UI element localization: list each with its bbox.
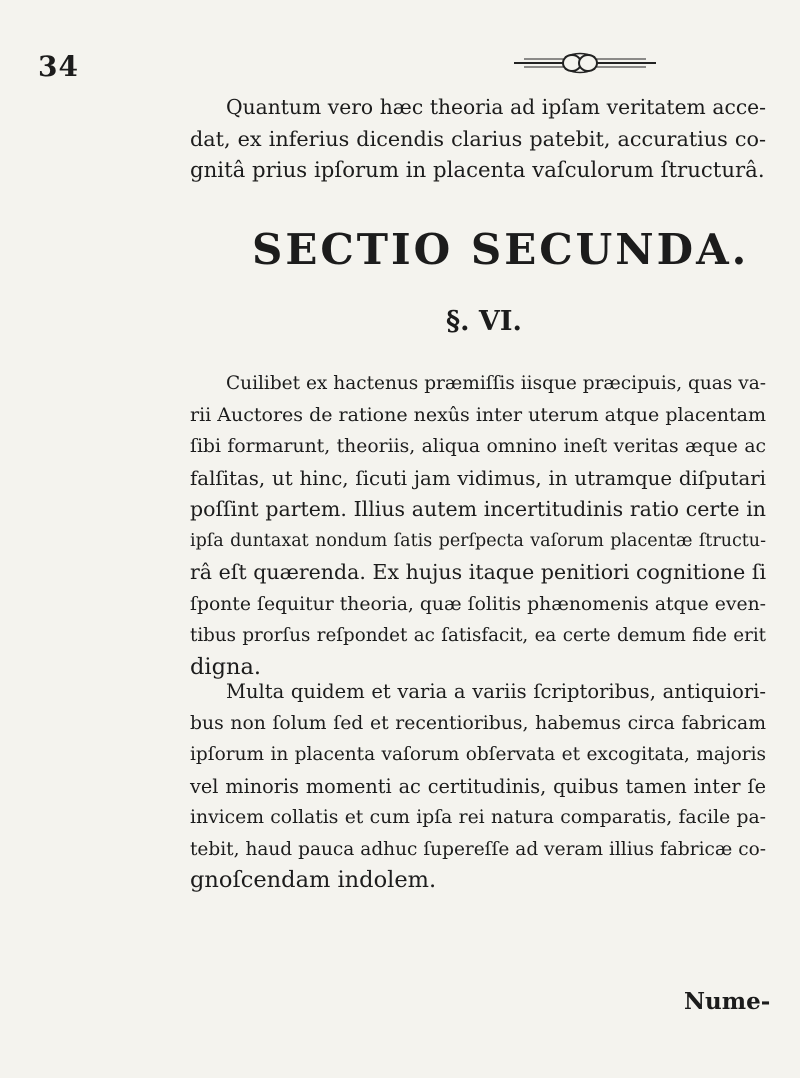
text-line: digna. <box>190 653 262 680</box>
intro-paragraph <box>190 92 766 187</box>
text-line: ſponte ſequitur theoria, quæ ſolitis phænomenis atque even- <box>190 593 766 615</box>
text-line: ſibi formarunt, theoriis, aliqua omnino ineſt veritas æque ac <box>190 436 766 457</box>
text-line: gnoſcendam indolem. <box>190 867 437 893</box>
page-number: 34 <box>38 50 79 83</box>
text-line: poſſint partem. Illius autem incertitudinis ratio certe in <box>190 497 766 521</box>
text-line: gnitâ prius ipſorum in placenta vaſculorum ſtructurâ. <box>190 158 765 183</box>
text-line: falſitas, ut hinc, ſicuti jam vidimus, in utramque diſputari <box>190 466 766 490</box>
text-line: invicem collatis et cum ipſa rei natura comparatis, facile pa- <box>190 807 766 828</box>
catchword: Nume- <box>684 988 771 1015</box>
paragraph-number: §. VI. <box>446 306 522 337</box>
text-line: tebit, haud pauca adhuc ſupereſſe ad veram illius fabricæ co- <box>190 838 766 860</box>
paragraph-1 <box>190 368 766 683</box>
text-line: Multa quidem et varia a variis ſcriptoribus, antiquiori- <box>226 680 766 703</box>
section-heading: SECTIO SECUNDA. <box>252 225 750 274</box>
text-line: tibus prorſus reſpondet ac ſatisfacit, ea certe demum fide erit <box>190 625 766 646</box>
ornament-icon <box>510 52 660 74</box>
text-line: râ eſt quærenda. Ex hujus itaque penitiori cognitione ſi <box>190 560 766 584</box>
text-line: bus non ſolum ſed et recentioribus, habemus circa fabricam <box>190 712 766 734</box>
paragraph-2 <box>190 676 766 897</box>
text-line: Quantum vero hæc theoria ad ipſam veritatem acce- <box>226 95 766 119</box>
text-line: Cuilibet ex hactenus præmiſſis iisque præcipuis, quas va- <box>226 373 766 394</box>
text-line: ipſa duntaxat nondum ſatis perſpecta vaſorum placentæ ſtructu- <box>190 530 766 551</box>
text-line: ipſorum in placenta vaſorum obſervata et excogitata, majoris <box>190 744 766 765</box>
text-line: dat, ex inferius dicendis clarius patebit, accuratius co- <box>190 126 766 151</box>
text-line: rii Auctores de ratione nexûs inter uterum atque placentam <box>190 403 766 426</box>
text-line: vel minoris momenti ac certitudinis, quibus tamen inter ſe <box>190 774 766 798</box>
